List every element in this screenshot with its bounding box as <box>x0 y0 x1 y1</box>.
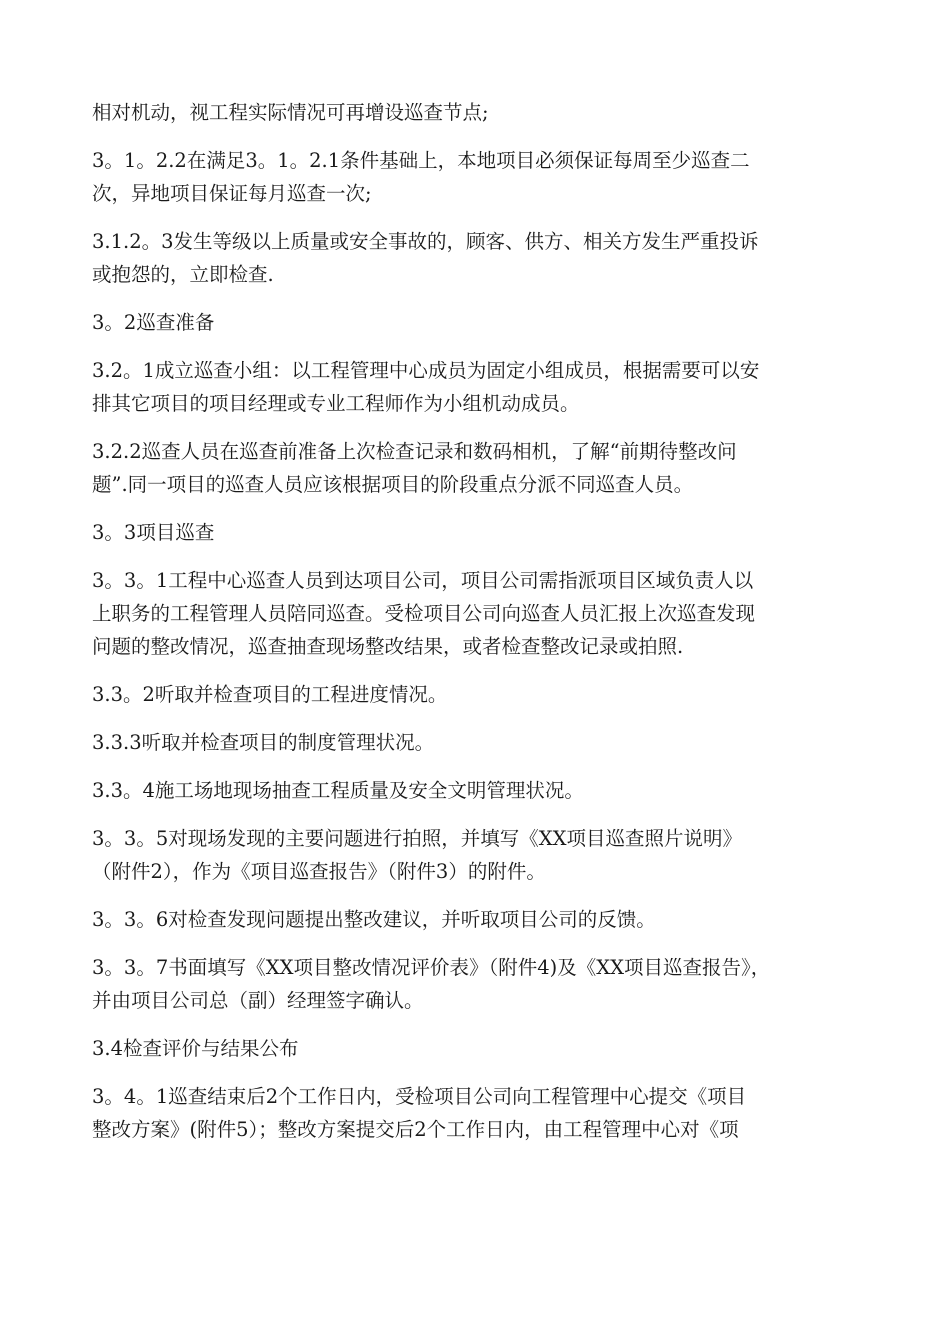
heading-3-3 <box>92 516 862 549</box>
text-line: 3.4检查评价与结果公布 <box>92 1037 299 1060</box>
text-line: 3。2巡查准备 <box>92 311 215 334</box>
paragraph-3-4-1 <box>92 1080 862 1146</box>
text-line: 3.3.3听取并检查项目的制度管理状况。 <box>92 731 435 754</box>
text-line: 3。3项目巡查 <box>92 521 215 544</box>
text-line: 3.1.2。3发生等级以上质量或安全事故的，顾客、供方、相关方发生严重投诉 <box>92 230 759 253</box>
paragraph-3-2-2 <box>92 435 862 501</box>
paragraph-3-3-3 <box>92 726 862 759</box>
text-line: 3.3。2听取并检查项目的工程进度情况。 <box>92 683 448 706</box>
paragraph-3-3-7 <box>92 951 862 1017</box>
heading-3-2 <box>92 306 862 339</box>
paragraph-3-1-2-2 <box>92 144 862 210</box>
text-line: 3。1。2.2在满足3。1。2.1条件基础上，本地项目必须保证每周至少巡查二 <box>92 149 750 172</box>
document-body <box>92 96 862 1161</box>
paragraph-3-3-2 <box>92 678 862 711</box>
text-line: 次，异地项目保证每月巡查一次; <box>92 182 372 205</box>
text-line: 3.2.2巡查人员在巡查前准备上次检查记录和数码相机，了解“前期待整改问 <box>92 440 737 463</box>
text-line: 3。3。1工程中心巡查人员到达项目公司，项目公司需指派项目区域负责人以 <box>92 569 754 592</box>
text-line: 3。3。5对现场发现的主要问题进行拍照，并填写《XX项目巡查照片说明》 <box>92 827 742 850</box>
text-line: 相对机动，视工程实际情况可再增设巡查节点; <box>92 101 489 124</box>
paragraph-3-3-5 <box>92 822 862 888</box>
paragraph-3-3-4 <box>92 774 862 807</box>
text-line: 3。3。6对检查发现问题提出整改建议，并听取项目公司的反馈。 <box>92 908 656 931</box>
text-line: 问题的整改情况，巡查抽查现场整改结果，或者检查整改记录或拍照. <box>92 635 684 658</box>
text-line: 整改方案》(附件5）；整改方案提交后2个工作日内，由工程管理中心对《项 <box>92 1118 739 1141</box>
text-line: 并由项目公司总（副）经理签字确认。 <box>92 989 424 1012</box>
text-line: 或抱怨的，立即检查. <box>92 263 274 286</box>
paragraph-3-2-1 <box>92 354 862 420</box>
paragraph-3-1-2-3 <box>92 225 862 291</box>
paragraph-3-3-1 <box>92 564 862 663</box>
text-line: （附件2），作为《项目巡查报告》（附件3）的附件。 <box>92 860 546 883</box>
text-line: 3。3。7书面填写《XX项目整改情况评价表》（附件4)及《XX项目巡查报告》， <box>92 956 771 979</box>
heading-3-4 <box>92 1032 862 1065</box>
text-line: 3.3。4施工场地现场抽查工程质量及安全文明管理状况。 <box>92 779 584 802</box>
text-line: 题”.同一项目的巡查人员应该根据项目的阶段重点分派不同巡查人员。 <box>92 473 694 496</box>
text-line: 3.2。1成立巡查小组：以工程管理中心成员为固定小组成员，根据需要可以安 <box>92 359 760 382</box>
text-line: 3。4。1巡查结束后2个工作日内，受检项目公司向工程管理中心提交《项目 <box>92 1085 747 1108</box>
paragraph-3-3-6 <box>92 903 862 936</box>
paragraph-1 <box>92 96 862 129</box>
text-line: 排其它项目的项目经理或专业工程师作为小组机动成员。 <box>92 392 580 415</box>
text-line: 上职务的工程管理人员陪同巡查。受检项目公司向巡查人员汇报上次巡查发现 <box>92 602 756 625</box>
